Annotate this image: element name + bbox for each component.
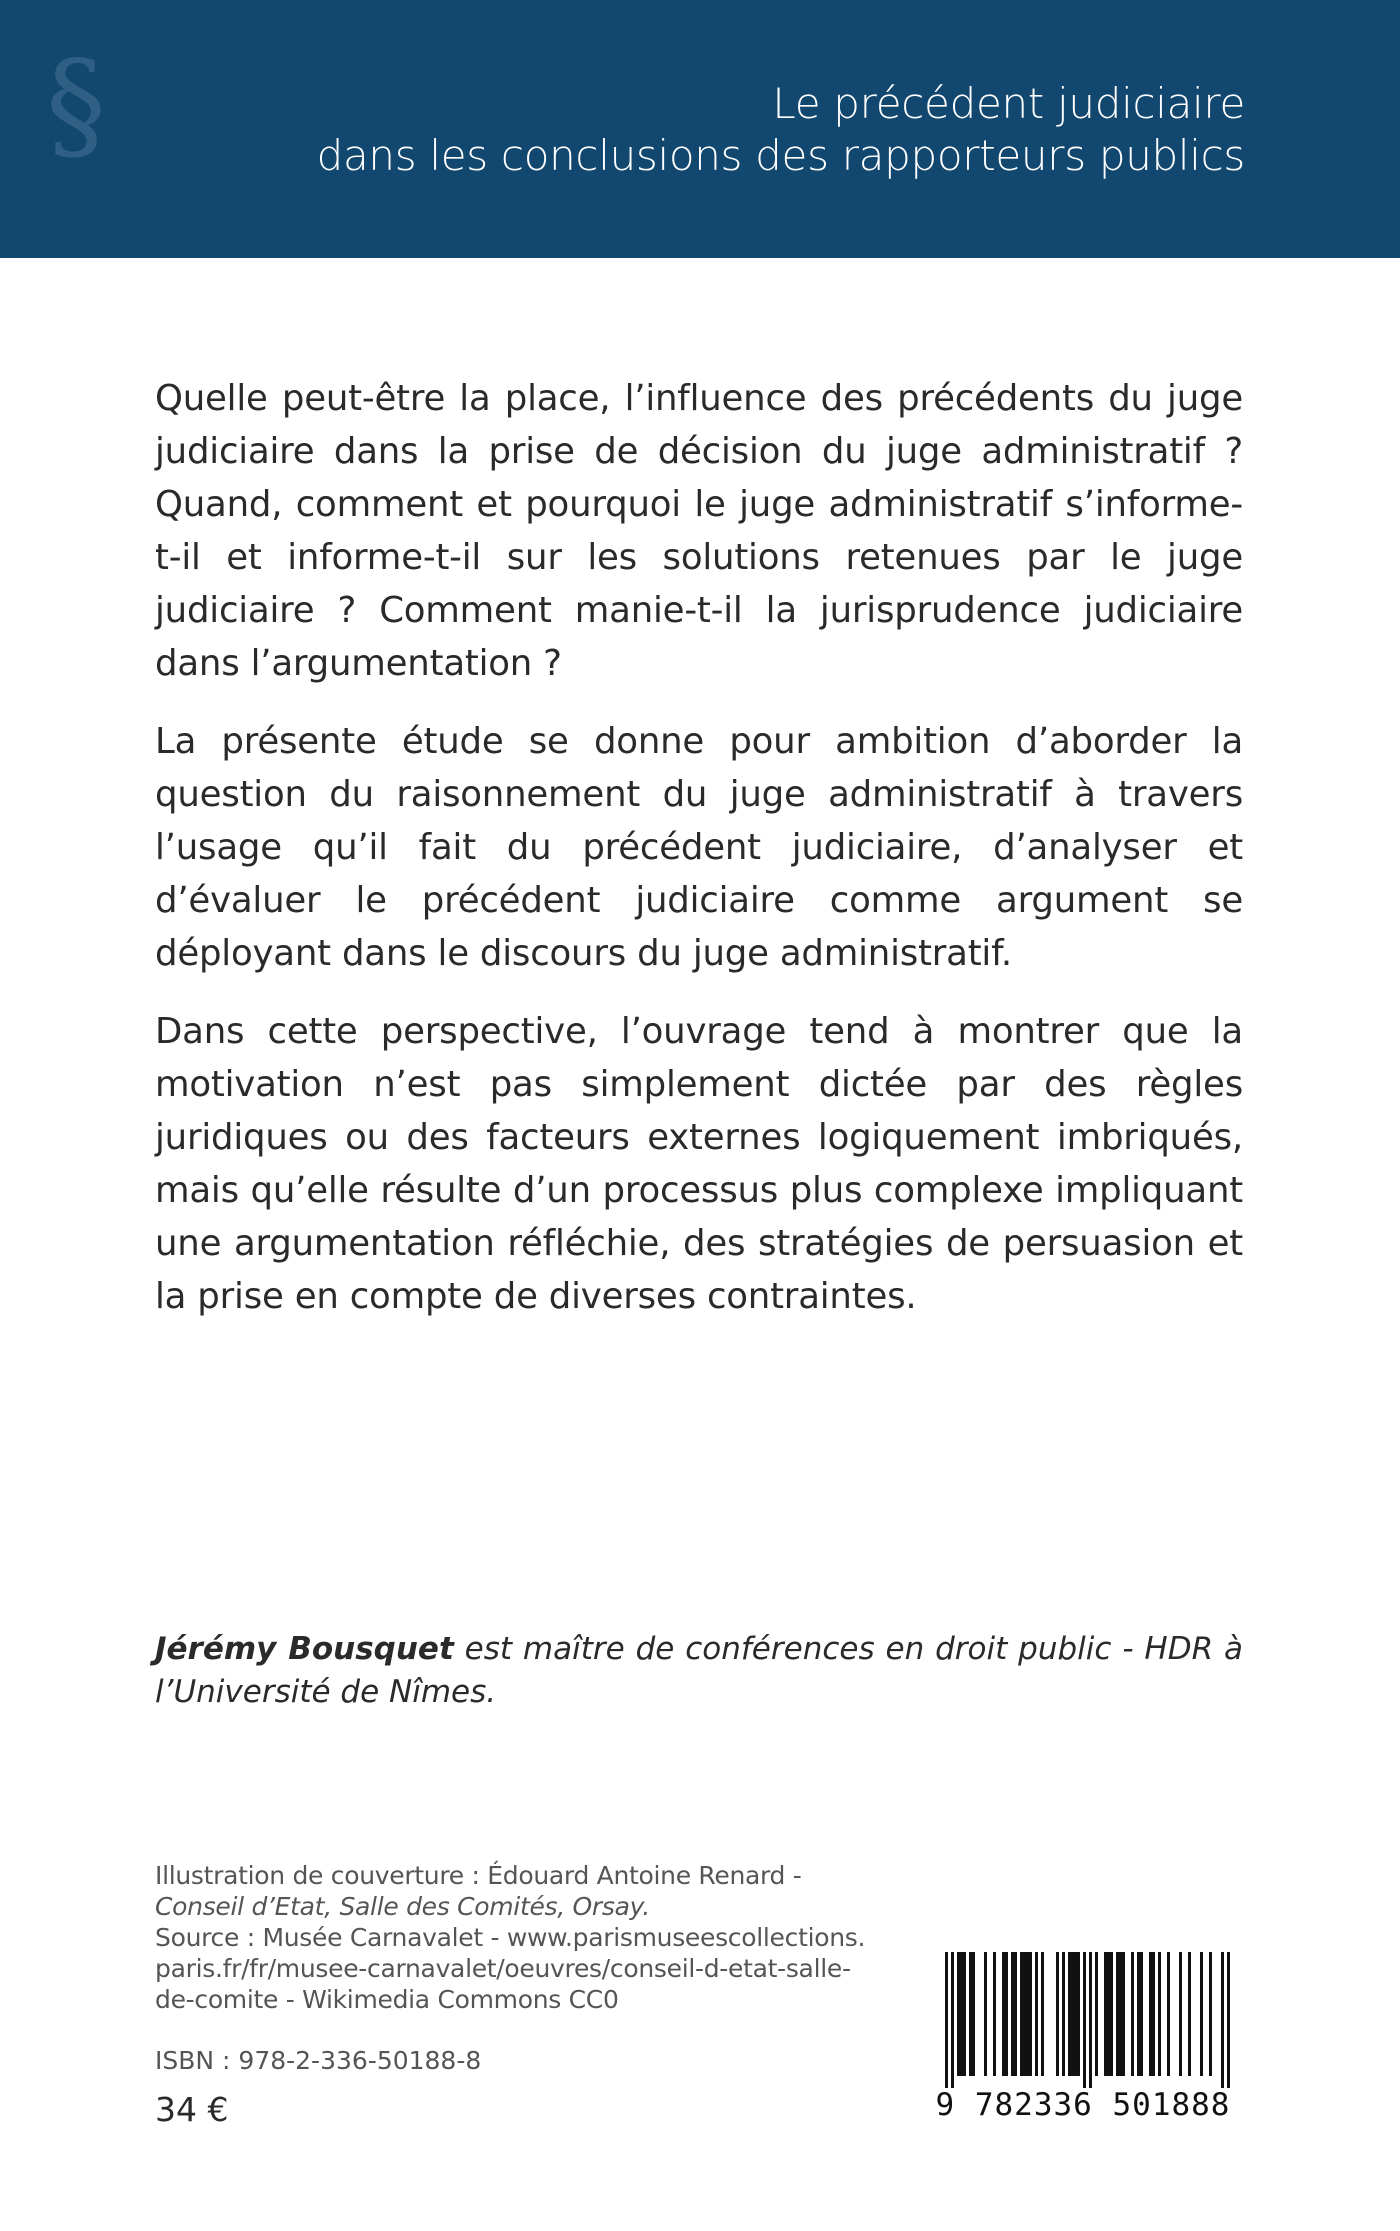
barcode-bar [1026,1952,1029,2076]
credit-line-3: Source : Musée Carnavalet - www.parismuseescollections. [155,1923,866,1952]
book-title [317,78,1245,182]
barcode-bar [1122,1952,1125,2076]
barcode-bar [1029,1952,1032,2076]
section-symbol-icon: § [46,36,106,175]
barcode-bar [1002,1952,1005,2076]
barcode-bar [1137,1952,1140,2076]
barcode-bar [1041,1952,1044,2076]
barcode-bar [1005,1952,1008,2076]
barcode-bar [945,1952,948,2088]
barcode-bar [1119,1952,1122,2076]
barcode-bar [1023,1952,1026,2076]
barcode-bar [972,1952,975,2076]
barcode-bar [1209,1952,1212,2076]
barcode-bar [960,1952,963,2076]
barcode-bar [1014,1952,1017,2076]
author-description: est maître de conférences en droit public - HDR à l’Université de Nîmes. [155,1631,1243,1710]
barcode-bar [1107,1952,1110,2076]
title-line-2: dans les conclusions des rapporteurs publics [316,131,1245,180]
barcode-bar [1116,1952,1119,2076]
barcode-bar [1011,1952,1014,2076]
header-band [0,0,1400,258]
title-line-1: Le précédent judiciaire [772,79,1245,128]
barcode-bar [993,1952,996,2076]
barcode-bar [1149,1952,1152,2076]
barcode-bar [1071,1952,1074,2076]
barcode-bars [918,1952,1248,2088]
barcode-bar [1221,1952,1224,2088]
summary-paragraph-3: Dans cette perspective, l’ouvrage tend à montrer que la motivation n’est pas simplement dictée par des règles juridiques ou des facteurs externes logiquement imbriqués, mais qu’elle résulte d’un processus plus complexe impliquant une argumentation réfléchie, des stratégies de persuasion et la prise en compte de diverses contraintes. [155,1011,1243,1317]
barcode-bar [1188,1952,1191,2076]
barcode-bar [1167,1952,1170,2076]
barcode-bar [1152,1952,1155,2076]
barcode-bar [1179,1952,1182,2076]
barcode-bar [1227,1952,1230,2088]
barcode-bar [1200,1952,1203,2076]
price: 34 € [155,2090,229,2129]
credit-line-1: Illustration de couverture : Édouard Antoine Renard - [155,1861,802,1890]
author-bio [155,1628,1243,1714]
barcode-bar [963,1952,966,2076]
barcode-bar [1104,1952,1107,2076]
barcode-bar [1068,1952,1071,2076]
credit-line-2: Conseil d’Etat, Salle des Comités, Orsay. [155,1892,650,1921]
isbn: ISBN : 978-2-336-50188-8 [155,2046,482,2075]
credit-line-4: paris.fr/fr/musee-carnavalet/oeuvres/conseil-d-etat-salle- [155,1954,851,1983]
summary-paragraph-2: La présente étude se donne pour ambition d’aborder la question du raisonnement du juge administratif à travers l’usage qu’il fait du précédent judiciaire, d’analyser et d’évaluer le précédent judiciaire comme argument se déployant dans le discours du juge administratif. [155,721,1243,974]
barcode-bar [951,1952,954,2088]
barcode-bar [1089,1952,1092,2088]
barcode-bar [957,1952,960,2076]
barcode-bar [1062,1952,1065,2076]
author-name: Jérémy Bousquet [155,1631,454,1667]
barcode-bar [1131,1952,1134,2076]
barcode-digits: 9 782336 501888 [935,2087,1231,2123]
summary-text [155,372,1243,1348]
barcode-bar [1020,1952,1023,2076]
barcode-bar [969,1952,972,2076]
barcode-bar [1077,1952,1080,2076]
barcode-bar [1110,1952,1113,2076]
barcode-bar [1140,1952,1143,2076]
barcode-bar [1095,1952,1098,2076]
barcode-bar [1083,1952,1086,2088]
cover-credits [155,1860,866,2015]
barcode-bar [1158,1952,1161,2076]
credit-line-5: de-comite - Wikimedia Commons CC0 [155,1985,619,2014]
barcode-bar [984,1952,987,2076]
barcode-bar [1074,1952,1077,2076]
barcode-bar [1056,1952,1059,2076]
summary-paragraph-1: Quelle peut-être la place, l’influence des précédents du juge judiciaire dans la prise de décision du juge administratif ? Quand, comment et pourquoi le juge administratif s’informe-t-il et informe-t-il sur les solutions retenues par le juge judiciaire ? Comment manie-t-il la jurisprudence judiciaire dans l’argumentation ? [155,378,1243,684]
barcode [918,1952,1248,2124]
barcode-bar [1035,1952,1038,2076]
